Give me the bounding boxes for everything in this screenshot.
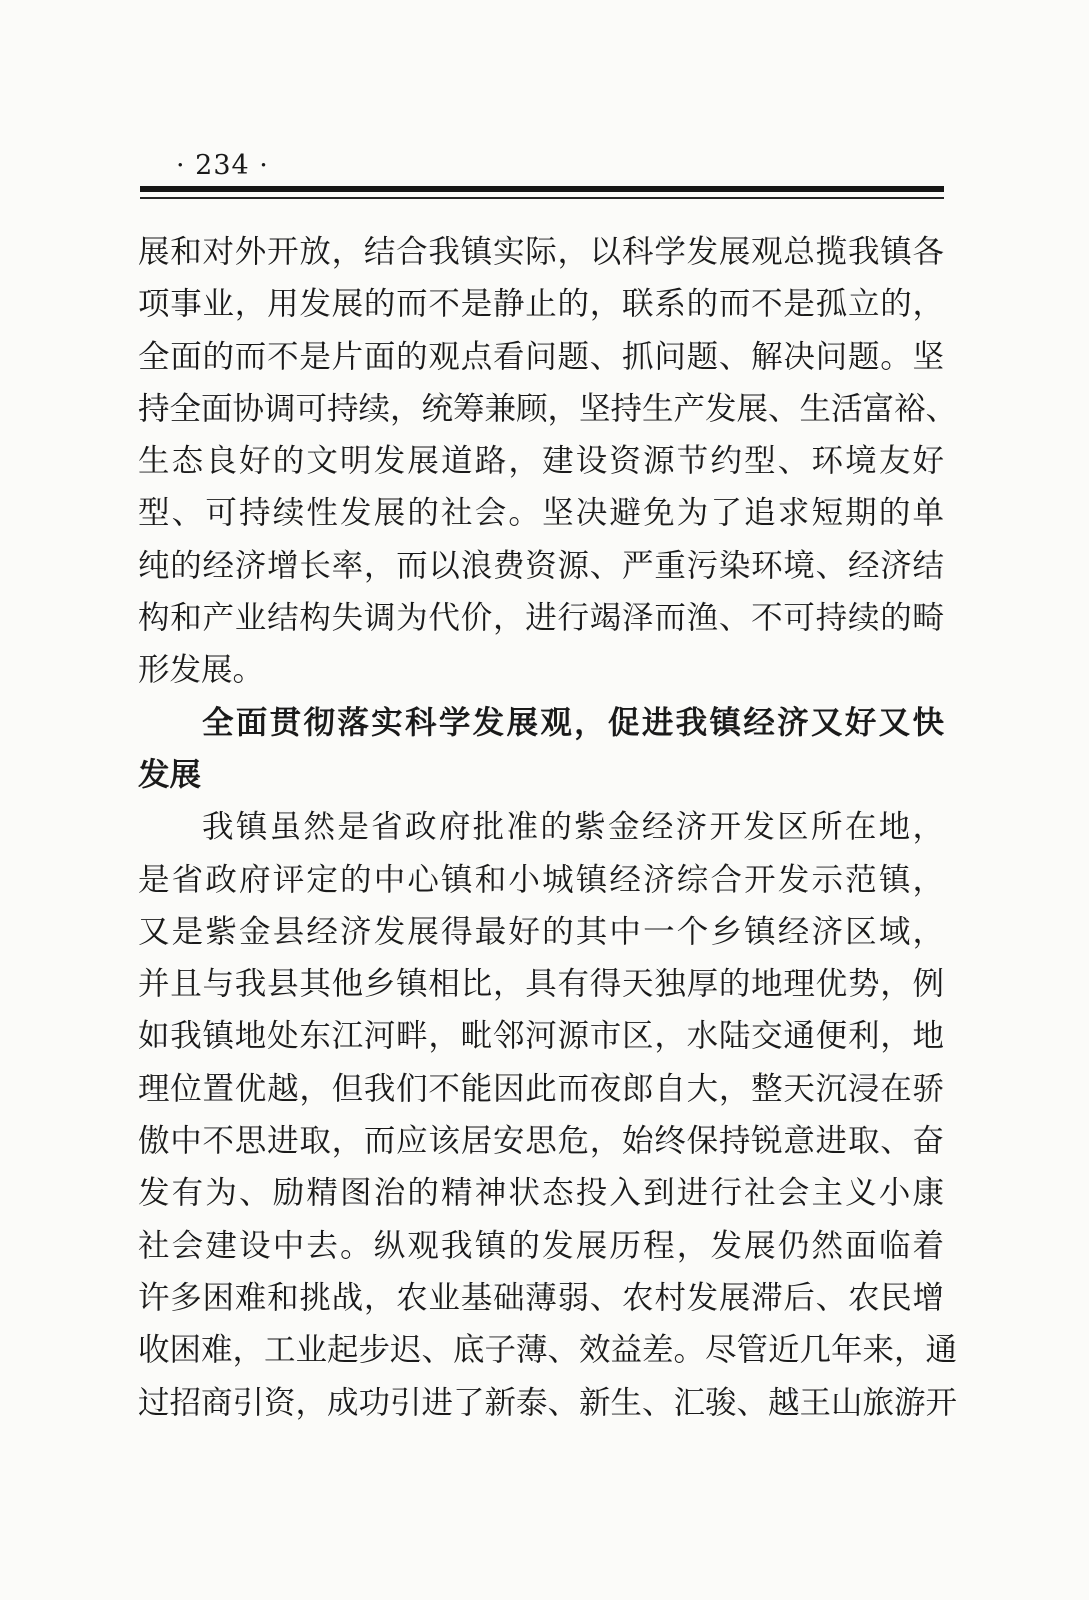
text-line: 社会建设中去。纵观我镇的发展历程，发展仍然面临着 bbox=[138, 1227, 944, 1264]
text-line: 又是紫金县经济发展得最好的其中一个乡镇经济区域， bbox=[138, 913, 944, 950]
heading-line: 全面贯彻落实科学发展观，促进我镇经济又好又快 bbox=[202, 704, 944, 741]
text-line: 收困难，工业起步迟、底子薄、效益差。尽管近几年来，通 bbox=[138, 1332, 958, 1369]
heading-line: 发展 bbox=[138, 756, 202, 793]
section-heading bbox=[138, 697, 944, 802]
text-line: 构和产业结构失调为代价，进行竭泽而渔、不可持续的畸 bbox=[138, 600, 944, 637]
text-line: 并且与我县其他乡镇相比，具有得天独厚的地理优势，例 bbox=[138, 966, 944, 1003]
text-line: 傲中不思进取，而应该居安思危，始终保持锐意进取、奋 bbox=[138, 1123, 944, 1160]
header-rule-thick bbox=[140, 186, 944, 192]
text-line: 我镇虽然是省政府批准的紫金经济开发区所在地， bbox=[202, 809, 944, 846]
text-line: 纯的经济增长率，而以浪费资源、严重污染环境、经济结 bbox=[138, 547, 944, 584]
text-line: 全面的而不是片面的观点看问题、抓问题、解决问题。坚 bbox=[138, 338, 944, 375]
text-line: 许多困难和挑战，农业基础薄弱、农村发展滞后、农民增 bbox=[138, 1279, 944, 1316]
text-line: 生态良好的文明发展道路，建设资源节约型、环境友好 bbox=[138, 443, 944, 480]
text-line: 形发展。 bbox=[138, 652, 265, 689]
text-line: 项事业，用发展的而不是静止的，联系的而不是孤立的， bbox=[138, 286, 944, 323]
paragraph-continued bbox=[138, 226, 958, 697]
text-line: 如我镇地处东江河畔，毗邻河源市区，水陆交通便利，地 bbox=[138, 1018, 944, 1055]
page-number: · 234 · bbox=[176, 150, 269, 181]
text-line: 展和对外开放，结合我镇实际，以科学发展观总揽我镇各 bbox=[138, 234, 944, 270]
text-line: 理位置优越，但我们不能因此而夜郎自大，整天沉浸在骄 bbox=[138, 1070, 944, 1107]
paragraph-main bbox=[138, 801, 958, 1429]
text-line: 持全面协调可持续，统筹兼顾，坚持生产发展、生活富裕、 bbox=[138, 390, 958, 427]
body-text bbox=[138, 226, 958, 1429]
text-line: 型、可持续性发展的社会。坚决避免为了追求短期的单 bbox=[138, 495, 944, 532]
text-line: 发有为、励精图治的精神状态投入到进行社会主义小康 bbox=[138, 1175, 944, 1212]
text-line: 过招商引资，成功引进了新泰、新生、汇骏、越王山旅游开 bbox=[138, 1384, 958, 1421]
header-rule-thin bbox=[140, 197, 944, 199]
text-line: 是省政府评定的中心镇和小城镇经济综合开发示范镇， bbox=[138, 861, 944, 898]
